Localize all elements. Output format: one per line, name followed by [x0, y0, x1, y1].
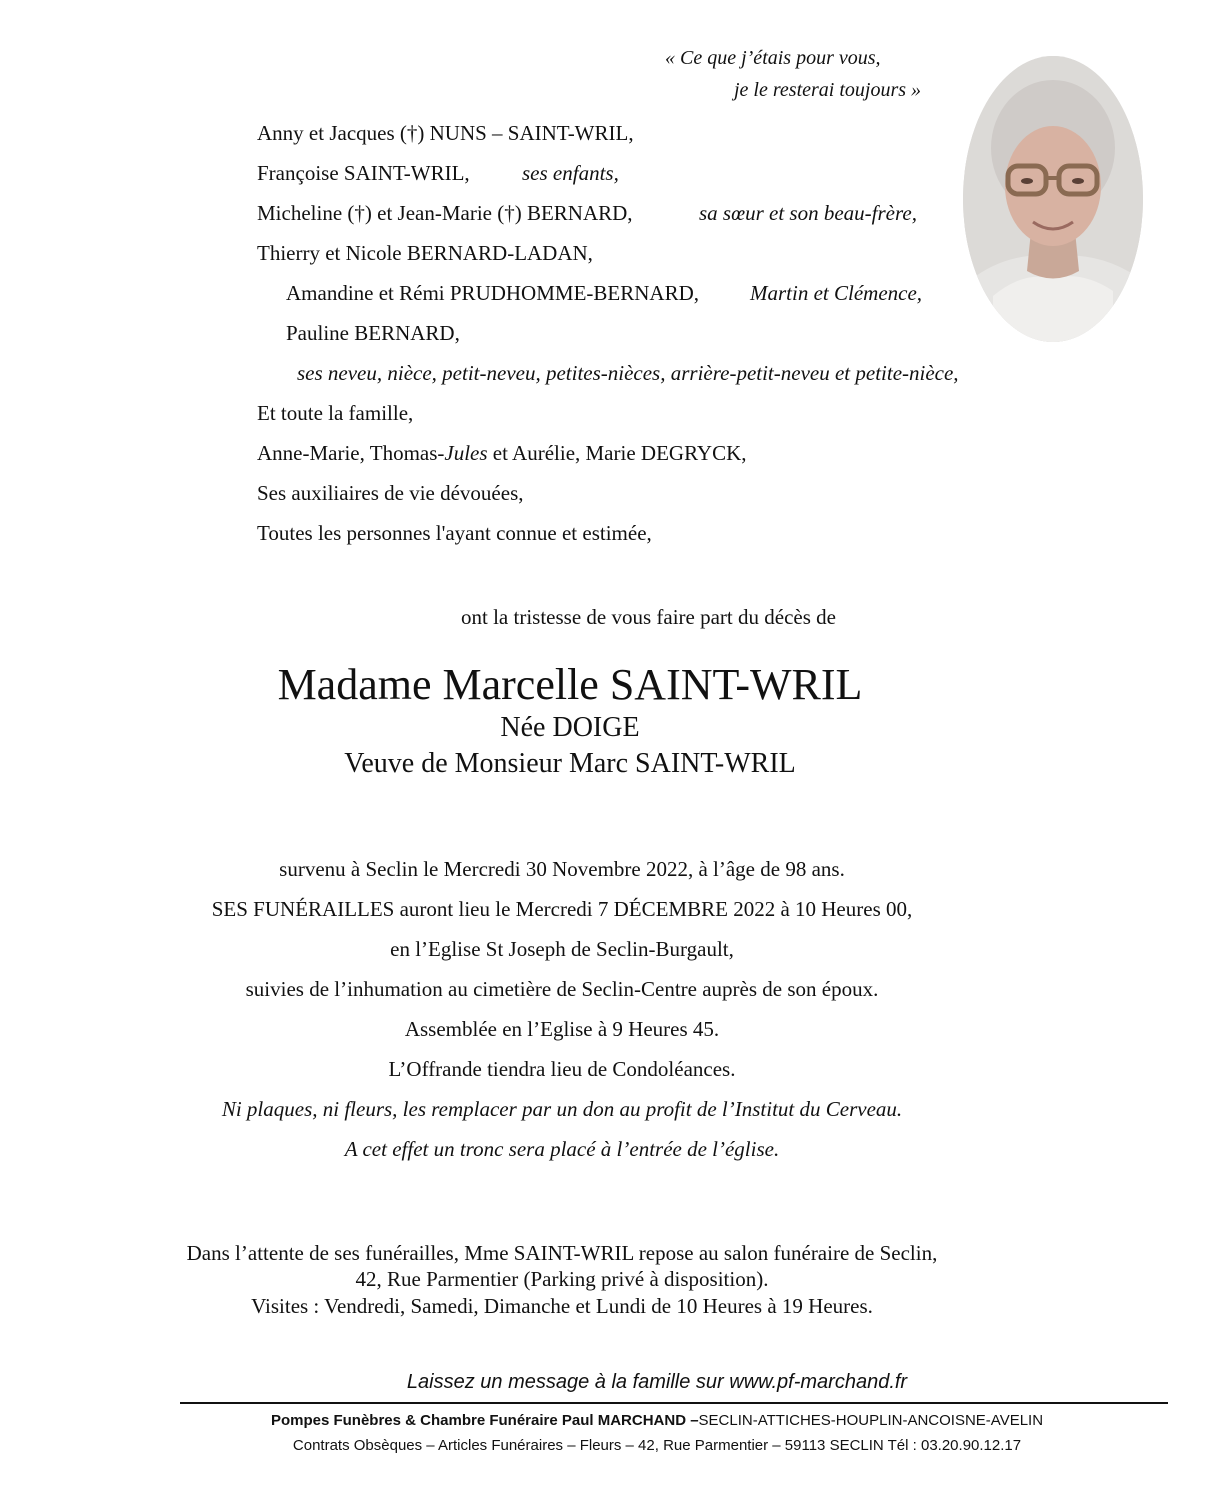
detail-line: Ni plaques, ni fleurs, les remplacer par un don au profit de l’Institut du Cerveau.: [221, 1097, 903, 1121]
quote-line-2: je le resterai toujours »: [734, 79, 922, 101]
web-message: Laissez un message à la famille sur www.pf-marchand.fr: [406, 1371, 908, 1393]
family-role: Martin et Clémence,: [750, 281, 923, 305]
detail-line: survenu à Seclin le Mercredi 30 Novembre 2022, à l’âge de 98 ans.: [279, 857, 845, 881]
family-line-part: Anne-Marie, Thomas-: [257, 441, 445, 465]
family-line: Micheline (†) et Jean-Marie (†) BERNARD,: [257, 201, 633, 225]
footer-divider: [180, 1402, 1168, 1404]
family-line: Thierry et Nicole BERNARD-LADAN,: [257, 241, 593, 265]
detail-line: L’Offrande tiendra lieu de Condoléances.: [388, 1057, 736, 1081]
family-line: Toutes les personnes l'ayant connue et estimée,: [257, 521, 652, 545]
family-role: sa sœur et son beau-frère,: [699, 201, 917, 225]
detail-line: SES FUNÉRAILLES auront lieu le Mercredi 7 DÉCEMBRE 2022 à 10 Heures 00,: [211, 897, 913, 921]
family-line-part: et Aurélie, Marie DEGRYCK,: [487, 441, 747, 465]
family-line-part: Jules: [444, 441, 488, 465]
detail-line: A cet effet un tronc sera placé à l’entrée de l’église.: [344, 1137, 780, 1161]
footer-services: Contrats Obsèques – Articles Funéraires – Fleurs – 42, Rue Parmentier – 59113 SECLIN Tél : 03.20.90.12.17: [292, 1437, 1022, 1454]
visit-line: Dans l’attente de ses funérailles, Mme SAINT-WRIL repose au salon funéraire de Seclin,: [186, 1241, 938, 1265]
announcement: ont la tristesse de vous faire part du décès de: [461, 605, 836, 629]
visit-line: 42, Rue Parmentier (Parking privé à disposition).: [355, 1267, 769, 1291]
portrait-photo: [963, 56, 1143, 342]
family-line: Ses auxiliaires de vie dévouées,: [257, 481, 524, 505]
visit-line: Visites : Vendredi, Samedi, Dimanche et Lundi de 10 Heures à 19 Heures.: [251, 1294, 873, 1318]
footer-company-line: [50, 1410, 1214, 1432]
quote-line-1: « Ce que j’étais pour vous,: [665, 47, 881, 69]
family-role: ses neveu, nièce, petit-neveu, petites-nièces, arrière-petit-neveu et petite-nièce,: [297, 361, 959, 385]
detail-line: Assemblée en l’Eglise à 9 Heures 45.: [404, 1017, 720, 1041]
portrait-illustration: [963, 56, 1143, 342]
detail-line: suivies de l’inhumation au cimetière de Seclin-Centre auprès de son époux.: [245, 977, 879, 1001]
footer-company: Pompes Funèbres & Chambre Funéraire Paul MARCHAND –: [270, 1412, 699, 1429]
maiden-name: Née DOIGE: [500, 712, 640, 743]
family-line: Amandine et Rémi PRUDHOMME-BERNARD,: [286, 281, 699, 305]
family-line: Pauline BERNARD,: [286, 321, 460, 345]
footer-towns: SECLIN-ATTICHES-HOUPLIN-ANCOISNE-AVELIN: [698, 1412, 1044, 1429]
deceased-name: Madame Marcelle SAINT-WRIL: [277, 660, 863, 709]
family-role: ses enfants,: [522, 161, 619, 185]
family-line: Anny et Jacques (†) NUNS – SAINT-WRIL,: [257, 121, 634, 145]
detail-line: en l’Eglise St Joseph de Seclin-Burgault,: [390, 937, 734, 961]
family-line: [257, 440, 747, 466]
family-line: Et toute la famille,: [257, 401, 414, 425]
family-line: Françoise SAINT-WRIL,: [257, 161, 470, 185]
widow-of: Veuve de Monsieur Marc SAINT-WRIL: [344, 748, 796, 779]
